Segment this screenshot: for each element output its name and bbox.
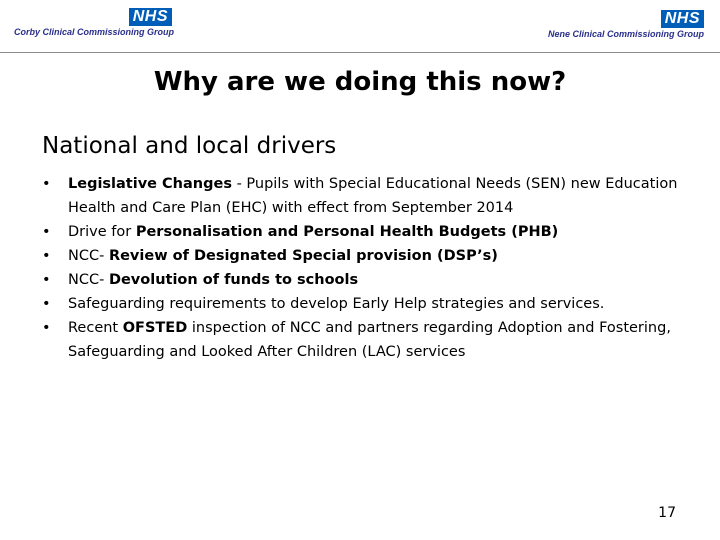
nhs-badge: NHS xyxy=(661,10,704,28)
bullet-bold-text: Review of Designated Special provision (DSP’s) xyxy=(108,248,498,264)
slide-subtitle: National and local drivers xyxy=(42,133,337,159)
bullet-bold-text: OFSTED xyxy=(122,320,188,336)
org-name-nene: Nene Clinical Commissioning Group xyxy=(547,29,704,39)
bullet-bold-text: Personalisation and Personal Health Budgets (PHB) xyxy=(135,224,559,240)
bullet-icon: • xyxy=(42,224,51,240)
list-item xyxy=(42,244,682,268)
bullet-text: Recent xyxy=(68,320,123,336)
page-number: 17 xyxy=(658,505,676,521)
corby-ccg-logo xyxy=(14,8,175,37)
list-item xyxy=(42,268,682,292)
bullet-bold-text: Legislative Changes xyxy=(68,176,232,192)
bullet-text: Safeguarding requirements to develop Early Help strategies and services. xyxy=(68,296,605,312)
bullet-text: NCC- xyxy=(68,272,109,288)
slide-title: Why are we doing this now? xyxy=(153,67,567,97)
bullet-icon: • xyxy=(42,320,51,336)
bullet-bold-text: Devolution of funds to schools xyxy=(108,272,359,288)
bullet-text: Drive for xyxy=(68,224,136,240)
nene-ccg-logo xyxy=(536,10,704,39)
bullet-icon: • xyxy=(42,248,51,264)
list-item xyxy=(42,220,682,244)
list-item xyxy=(42,316,682,364)
list-item xyxy=(42,172,682,220)
bullet-list xyxy=(42,172,682,364)
org-name-corby: Corby Clinical Commissioning Group xyxy=(14,27,175,37)
bullet-text: NCC- xyxy=(68,248,109,264)
bullet-icon: • xyxy=(42,272,51,288)
bullet-text: inspection of NCC and partners regarding Adoption and Fostering, Safeguarding and Looked After Children (LAC) services xyxy=(68,320,671,360)
nhs-badge: NHS xyxy=(129,8,172,26)
bullet-icon: • xyxy=(42,176,51,192)
bullet-text: - Pupils with Special Educational Needs (SEN) new Education Health and Care Plan (EHC) with effect from September 2014 xyxy=(68,176,678,216)
list-item xyxy=(42,292,682,316)
header-divider xyxy=(0,52,720,53)
bullet-icon: • xyxy=(42,296,51,312)
